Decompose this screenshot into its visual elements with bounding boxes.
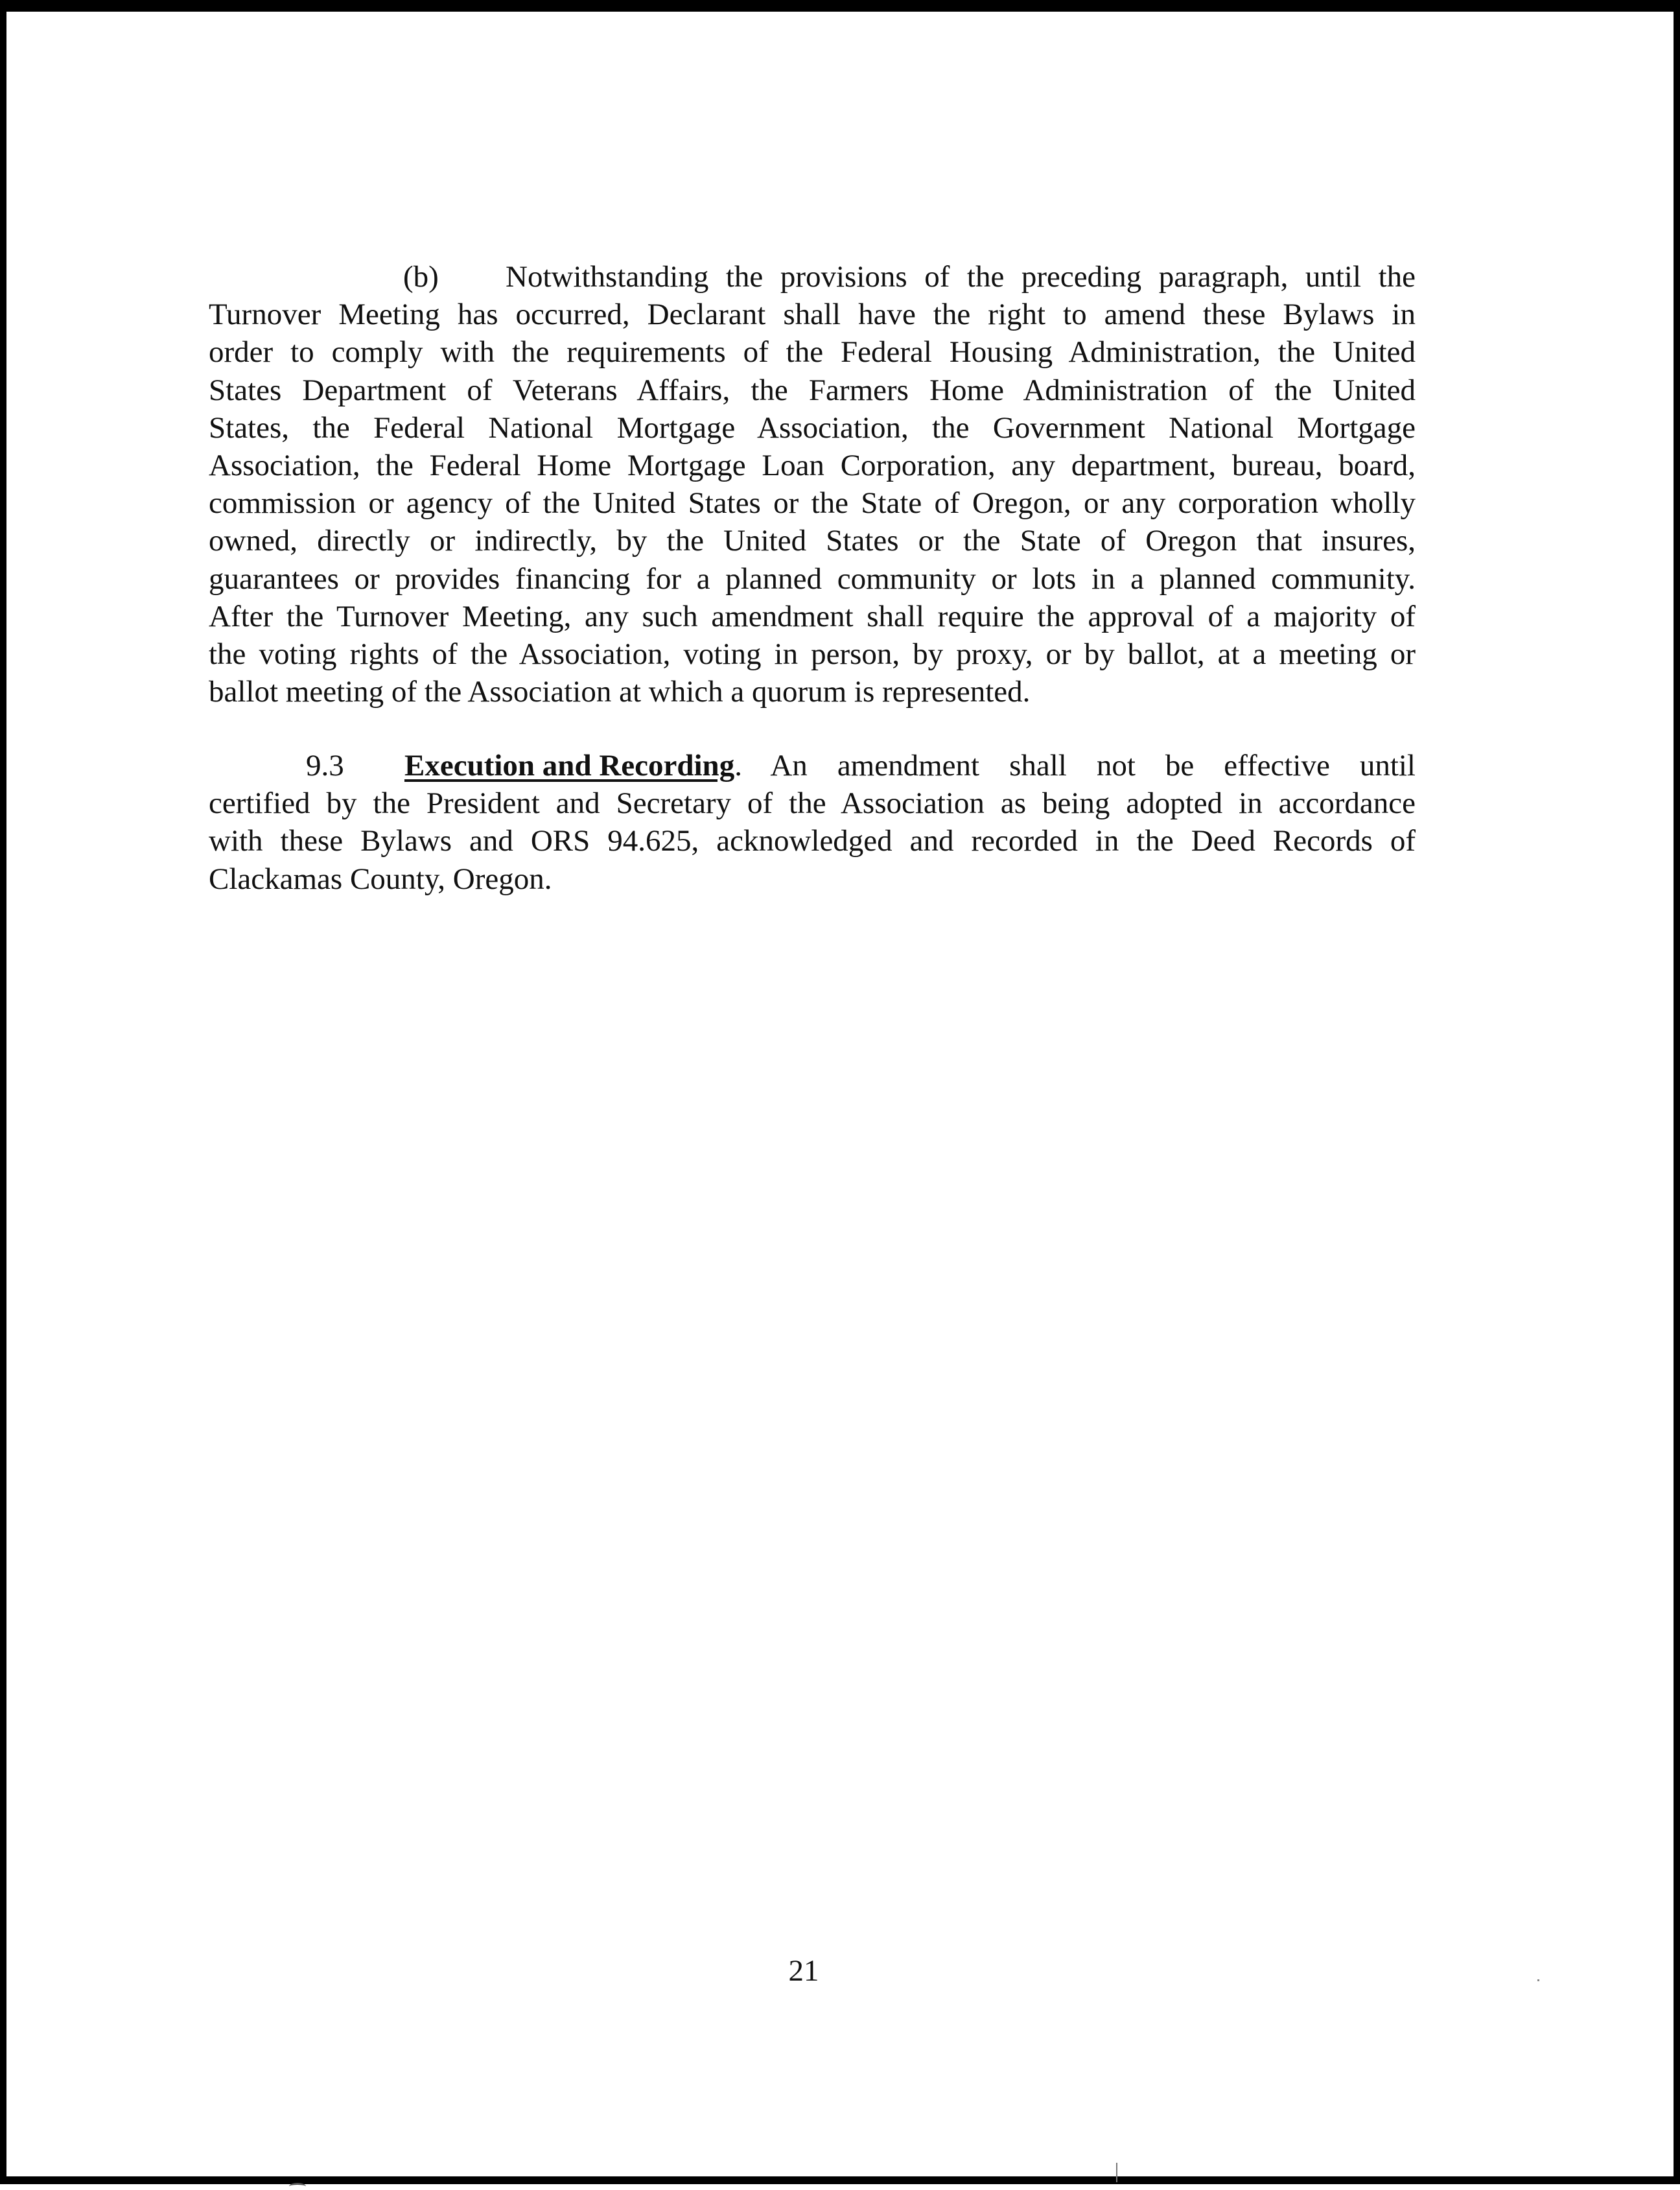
section-9-3-line-1-rest: . An amendment shall not be effective until xyxy=(734,749,1416,783)
paragraph-b-line-8: owned, directly or indirectly, by the United States or the State of Oregon that insures, xyxy=(209,524,1416,558)
paragraph-b-line-11: the voting rights of the Association, voting in person, by proxy, or by ballot, at a meeting or xyxy=(209,637,1416,671)
paragraph-b-line-6: Association, the Federal Home Mortgage Loan Corporation, any department, bureau, board, xyxy=(209,448,1416,482)
section-9-3-line-4: Clackamas County, Oregon. xyxy=(209,862,552,896)
scan-artifact-dot xyxy=(1537,1979,1539,1981)
section-9-3-line-3: with these Bylaws and ORS 94.625, acknowledged and recorded in the Deed Records of xyxy=(209,824,1416,858)
paragraph-b-label: (b) xyxy=(403,260,439,294)
scan-artifact-tick xyxy=(1116,2163,1117,2182)
paragraph-b-line-3: order to comply with the requirements of the Federal Housing Administration, the United xyxy=(209,335,1416,370)
paragraph-b-line-7: commission or agency of the United States or the State of Oregon, or any corporation wholly xyxy=(209,486,1416,521)
section-9-3-first-line xyxy=(209,747,1416,784)
paragraph-b-line-4: States Department of Veterans Affairs, the Farmers Home Administration of the United xyxy=(209,373,1416,407)
section-9-3-line-2: certified by the President and Secretary of the Association as being adopted in accordance xyxy=(209,786,1416,821)
paragraph-b-first-line xyxy=(209,258,1416,296)
section-heading: Execution and Recording xyxy=(404,749,735,783)
section-9-3 xyxy=(209,747,1416,898)
page-number: 21 xyxy=(788,1954,819,1988)
paragraph-b-line-9: guarantees or provides financing for a planned community or lots in a planned community. xyxy=(209,561,1416,596)
section-number: 9.3 xyxy=(306,749,344,783)
paragraph-b xyxy=(209,258,1416,711)
paragraph-b-line-2: Turnover Meeting has occurred, Declarant shall have the right to amend these Bylaws in xyxy=(209,298,1416,332)
paragraph-b-line-1: Notwithstanding the provisions of the preceding paragraph, until the xyxy=(506,260,1416,294)
paragraph-b-line-10: After the Turnover Meeting, any such amendment shall require the approval of a majority of xyxy=(209,599,1416,633)
paragraph-b-line-5: States, the Federal National Mortgage Association, the Government National Mortgage xyxy=(209,410,1416,445)
paragraph-b-line-12: ballot meeting of the Association at which a quorum is represented. xyxy=(209,675,1031,709)
